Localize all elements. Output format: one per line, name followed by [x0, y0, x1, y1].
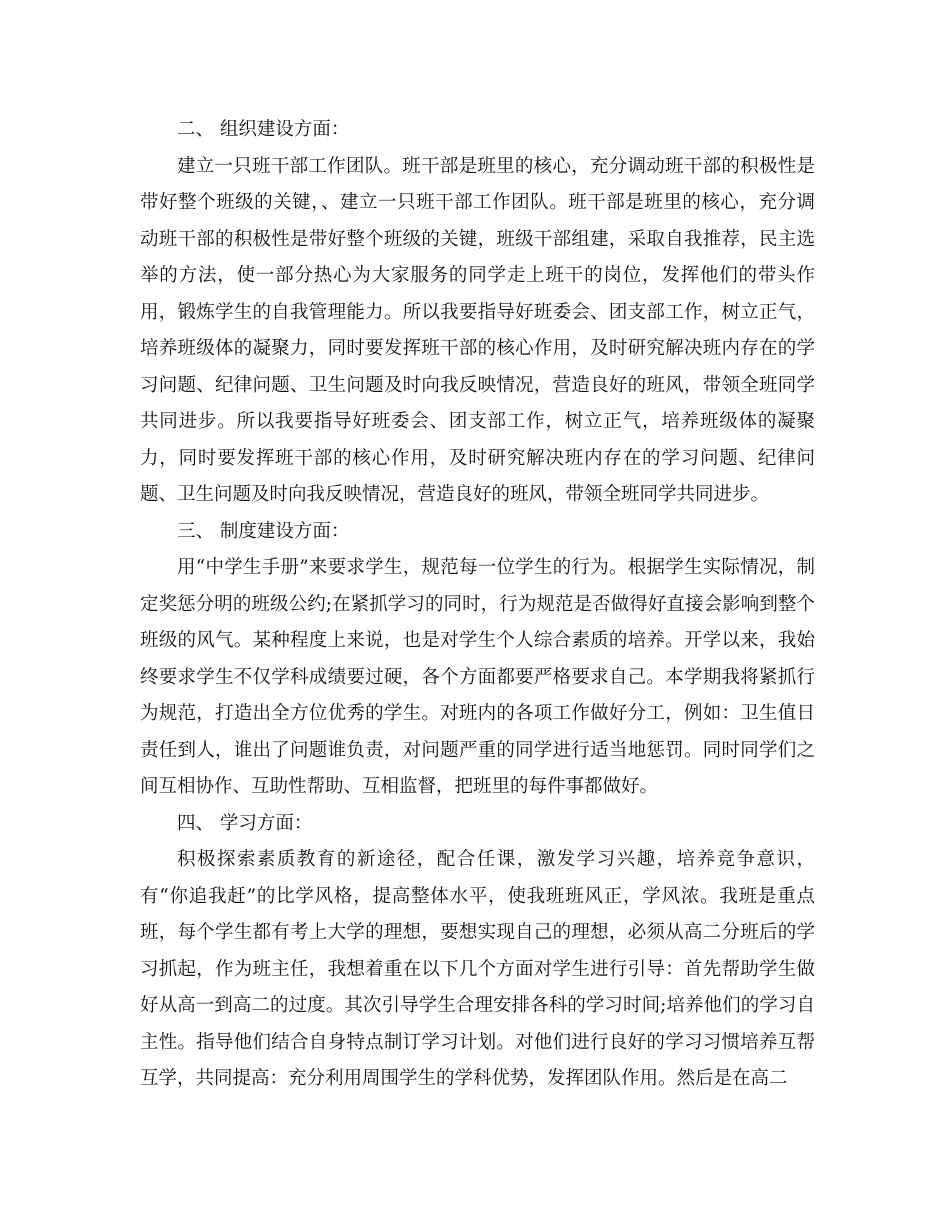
section-paragraph-system: 用“中学生手册”来要求学生，规范每一位学生的行为。根据学生实际情况，制定奖惩分明的班级公约;在紧抓学习的同时，行为规范是否做得好直接会影响到整个班级的风气。某种程度上来说，也是对学生个人综合素质的培养。开学以来，我始终要求学生不仅学科成绩要过硬，各个方面都要严格要求自己。本学期我将紧抓行为规范，打造出全方位优秀的学生。对班内的各项工作做好分工，例如：卫生值日责任到人，谁出了问题谁负责，对问题严重的同学进行适当地惩罚。同时同学们之间互相协作、互助性帮助、互相监督，把班里的每件事都做好。 [140, 557, 815, 797]
document-body [140, 112, 815, 1098]
section-paragraph-organization: 建立一只班干部工作团队。班干部是班里的核心，充分调动班干部的积极性是带好整个班级的关键，、建立一只班干部工作团队。班干部是班里的核心，充分调动班干部的积极性是带好整个班级的关键，班级干部组建，采取自我推荐，民主选举的方法，使一部分热心为大家服务的同学走上班干的岗位，发挥他们的带头作用，锻炼学生的自我管理能力。所以我要指导好班委会、团支部工作，树立正气，培养班级体的凝聚力，同时要发挥班干部的核心作用，及时研究解决班内存在的学习问题、纪律问题、卫生问题及时向我反映情况，营造良好的班风，带领全班同学共同进步。所以我要指导好班委会、团支部工作，树立正气，培养班级体的凝聚力，同时要发挥班干部的核心作用，及时研究解决班内存在的学习问题、纪律问题、卫生问题及时向我反映情况，营造良好的班风，带领全班同学共同进步。 [140, 155, 815, 505]
section-heading-system: 三、 制度建设方面： [177, 520, 350, 542]
section-paragraph-study: 积极探索素质教育的新途径，配合任课，激发学习兴趣，培养竞争意识，有“你追我赶”的比学风格，提高整体水平，使我班班风正，学风浓。我班是重点班，每个学生都有考上大学的理想，要想实现自己的理想，必须从高二分班后的学习抓起，作为班主任，我想着重在以下几个方面对学生进行引导：首先帮助学生做好从高一到高二的过度。其次引导学生合理安排各科的学习时间;培养他们的学习自主性。指导他们结合自身特点制订学习计划。对他们进行良好的学习习惯培养互帮互学，共同提高：充分利用周围学生的学科优势，发挥团队作用。然后是在高二 [140, 849, 815, 1089]
section-heading-study: 四、 学习方面： [177, 812, 313, 834]
section-heading-organization: 二、 组织建设方面： [177, 119, 350, 140]
